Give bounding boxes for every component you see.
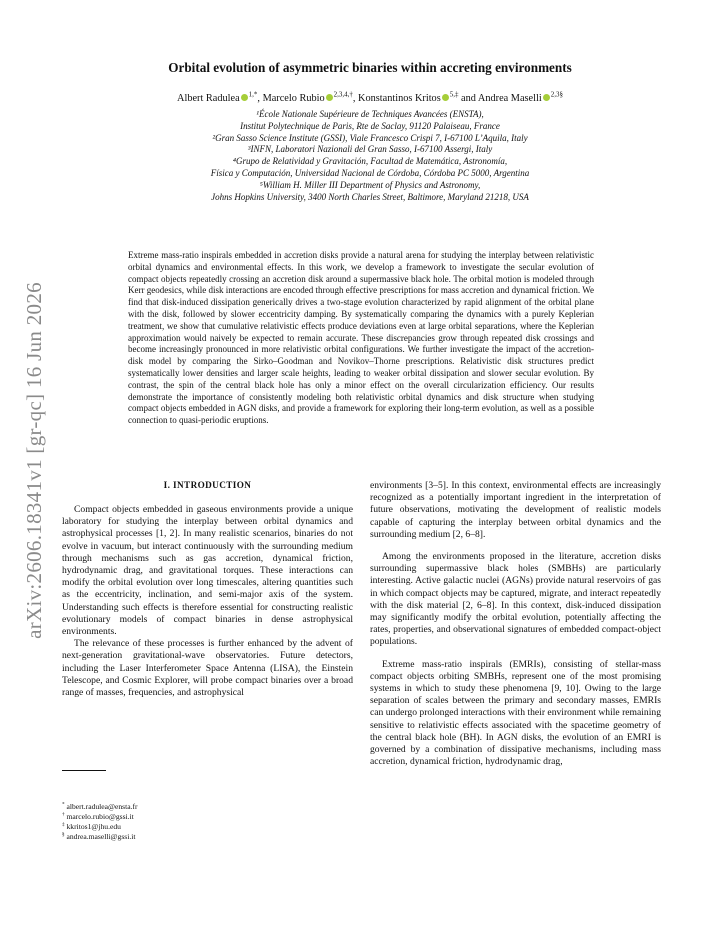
affiliation-line: ⁴Grupo de Relatividad y Gravitación, Facultad de Matemática, Astronomía, xyxy=(232,156,508,167)
author-separator: and xyxy=(458,93,478,104)
author-affil-marks: 2,3§ xyxy=(550,90,563,99)
footnote-divider xyxy=(62,770,106,771)
footnote-mark: § xyxy=(62,831,65,838)
author-affil-marks: 5,‡ xyxy=(449,90,459,99)
author-name[interactable]: Albert Radulea xyxy=(177,93,240,104)
orcid-icon[interactable] xyxy=(326,94,333,101)
footnote-mark: † xyxy=(62,811,65,818)
arxiv-identifier-text: arXiv:2606.18341v1 [gr-qc] 16 Jun 2026 xyxy=(21,281,46,639)
body-paragraph: The relevance of these processes is further enhanced by the advent of next-generation gravitational-wave observatories. Future detectors, including the Laser Interferometer Space Antenna (LISA), the Einstein Telescope, and Cosmic Explorer, will probe compact binaries over a broad range of masses, frequencies, and astrophysical xyxy=(62,638,353,699)
author-separator: , xyxy=(352,93,359,104)
footnote-email-link[interactable]: kkritos1@jhu.edu xyxy=(66,822,121,831)
abstract: Extreme mass-ratio inspirals embedded in accretion disks provide a natural arena for studying the interplay between relativistic orbital dynamics and environmental effects. In this work, we develop a framework to investigate the secular evolution of compact objects repeatedly crossing an accretion disk around a supermassive black hole. The orbital motion is modeled through Kerr geodesics, while disk interactions are encoded through effective prescriptions for mass accretion and dynamical friction. We find that disk-induced dissipation generically drives a two-stage evolution characterized by rapid alignment of the orbital plane with the disk, followed by slower eccentricity damping. By systematically comparing the dynamics with a purely Keplerian treatment, we show that cumulative relativistic effects produce deviations even at large orbital separations, where the Keplerian approximation would naively be expected to remain accurate. These discrepancies grow through repeated disk crossings and become increasingly pronounced in more relativistic orbital configurations. We further investigate the impact of the accretion-disk model by comparing the Sirko–Goodman and Novikov–Thorne prescriptions. Relativistic disk structures predict systematically lower densities and larger scale heights, leading to weaker orbital dissipation and slower secular evolution. By contrast, the spin of the central black hole has only a minor effect on the overall circularization efficiency. Our results demonstrate the importance of consistently modeling both relativistic orbital dynamics and disk structure when studying compact objects embedded in AGN disks, and provide a framework for exploring their long-term evolution, as well as a possible connection to quasi-periodic eruptions. xyxy=(128,250,594,426)
orcid-icon[interactable] xyxy=(241,94,248,101)
body-paragraph: Extreme mass-ratio inspirals (EMRIs), consisting of stellar-mass compact objects orbiting SMBHs, represent one of the most promising systems in which to study these phenomena [9, 10]. Owing to the large separation of scales between the primary and secondary masses, EMRIs can undergo prolonged interactions with their environment while remaining sensitive to relativistic effects associated with the spacetime geometry of the central black hole (BH). In AGN disks, the evolution of an EMRI is governed by a combination of dissipative mechanisms, including mass accretion, dynamical friction, hydrodynamic drag, xyxy=(370,658,661,768)
affiliation-line: ⁵William H. Miller III Department of Physics and Astronomy, xyxy=(259,179,481,190)
footnote-email-link[interactable]: marcelo.rubio@gssi.it xyxy=(66,812,134,821)
section-heading-introduction: I. INTRODUCTION xyxy=(163,480,252,490)
body-paragraph: Compact objects embedded in gaseous environments provide a unique laboratory for studying the interplay between orbital dynamics and astrophysical processes [1, 2]. In many realistic scenarios, binaries do not evolve in vacuum, but interact continuously with the surrounding medium through mechanisms such as gas accretion, dynamical friction, hydrodynamic drag, and gravitational torques. These interactions can modify the orbital evolution over long timescales, altering quantities such as the eccentricity, inclination, and semi-major axis of the system. Understanding such effects is therefore essential for constructing realistic evolutionary models of compact binaries in dense astrophysical environments. xyxy=(62,504,353,638)
footnote-mark: * xyxy=(62,801,65,808)
affiliation-line: ²Gran Sasso Science Institute (GSSI), Viale Francesco Crispi 7, I-67100 L’Aquila, Italy xyxy=(212,132,528,143)
affiliations xyxy=(90,109,650,203)
footnotes xyxy=(62,802,353,842)
body-paragraph: environments [3–5]. In this context, environmental effects are increasingly recognized as a potentially important ingredient in the interpretation of future observations, motivating the development of realistic models capable of capturing the interplay between orbital dynamics and the surrounding medium [2, 6–8]. xyxy=(370,480,661,540)
footnote-email-link[interactable]: albert.radulea@ensta.fr xyxy=(66,802,138,811)
affiliation-line: Física y Computación, Universidad Nacional de Córdoba, Córdoba PC 5000, Argentina xyxy=(210,167,530,178)
author-name[interactable]: Marcelo Rubio xyxy=(262,93,325,104)
footnote-email-link[interactable]: andrea.maselli@gssi.it xyxy=(66,832,136,841)
body-column-left xyxy=(62,480,353,699)
author-list xyxy=(90,92,650,105)
footnote-item xyxy=(62,822,353,832)
footnote-item xyxy=(62,802,353,812)
orcid-icon[interactable] xyxy=(442,94,449,101)
affiliation-line: ¹École Nationale Supérieure de Techniques Avancées (ENSTA), xyxy=(256,109,484,119)
orcid-icon[interactable] xyxy=(543,94,550,101)
affiliation-line: Institut Polytechnique de Paris, Rte de Saclay, 91120 Palaiseau, France xyxy=(240,120,500,131)
footnote-mark: ‡ xyxy=(62,821,65,828)
author-separator: , xyxy=(257,93,263,104)
footnote-item xyxy=(62,812,353,822)
author-name[interactable]: Konstantinos Kritos xyxy=(358,93,441,104)
affiliation-line: Johns Hopkins University, 3400 North Charles Street, Baltimore, Maryland 21218, USA xyxy=(211,191,529,202)
paper-title: Orbital evolution of asymmetric binaries within accreting environments xyxy=(168,60,572,75)
arxiv-identifier-stamp xyxy=(14,280,54,640)
author-affil-marks: 2,3,4,† xyxy=(333,90,353,99)
body-column-right xyxy=(370,480,661,768)
footnote-item xyxy=(62,832,353,842)
affiliation-line: ³INFN, Laboratori Nazionali del Gran Sasso, I-67100 Assergi, Italy xyxy=(247,144,493,155)
author-name[interactable]: Andrea Maselli xyxy=(477,93,542,104)
body-paragraph: Among the environments proposed in the literature, accretion disks surrounding supermassive black holes (SMBHs) are particularly interesting. Active galactic nuclei (AGNs) provide natural reservoirs of gas in which compact objects may be captured, migrate, and interact repeatedly with the disk material [2, 6–8]. In this context, disk-induced dissipation may significantly modify the orbital evolution, potentially affecting the rates, properties, and observational signatures of embedded compact-object populations. xyxy=(370,551,661,648)
author-affil-marks: 1,* xyxy=(248,90,258,99)
